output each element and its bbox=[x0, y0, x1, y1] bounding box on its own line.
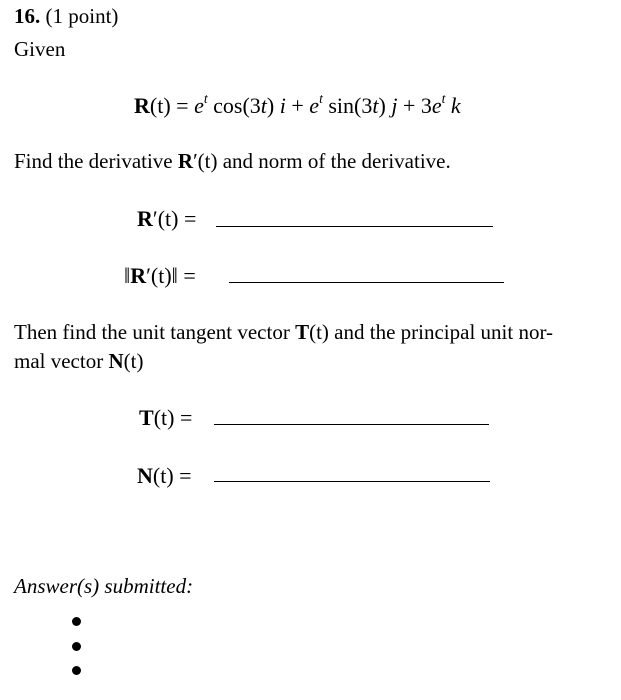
r-prime-answer-blank[interactable] bbox=[216, 226, 493, 227]
norm-answer-blank[interactable] bbox=[229, 282, 504, 283]
answers-submitted-label: Answer(s) submitted: bbox=[14, 574, 194, 598]
tangent-answer-blank[interactable] bbox=[214, 424, 489, 425]
tangent-label: T(t) = bbox=[139, 405, 193, 430]
unit-vectors-prompt-line1: Then find the unit tangent vector T(t) and the principal unit nor- bbox=[14, 320, 554, 344]
unit-vectors-prompt-line2: mal vector N(t) bbox=[14, 349, 144, 373]
submitted-bullet bbox=[72, 642, 81, 651]
derivative-prompt: Find the derivative R′(t) and norm of the derivative. bbox=[14, 149, 451, 173]
vector-function-formula: $R(t) = e^t$ cos(3t) $i + e^t$ sin(3t) $j + 3e^t$ k bbox=[134, 91, 461, 118]
problem-number: 16. bbox=[14, 4, 41, 28]
normal-label: N(t) = bbox=[137, 463, 192, 488]
problem-points: (1 point) bbox=[45, 4, 119, 28]
problem-header bbox=[14, 6, 118, 27]
given-label: Given bbox=[14, 37, 66, 61]
norm-label: ‖R′(t)‖ = bbox=[124, 263, 196, 288]
submitted-bullet bbox=[72, 617, 81, 626]
normal-answer-blank[interactable] bbox=[214, 481, 490, 482]
r-prime-label: R′(t) = bbox=[137, 206, 197, 231]
submitted-bullet bbox=[72, 666, 81, 675]
